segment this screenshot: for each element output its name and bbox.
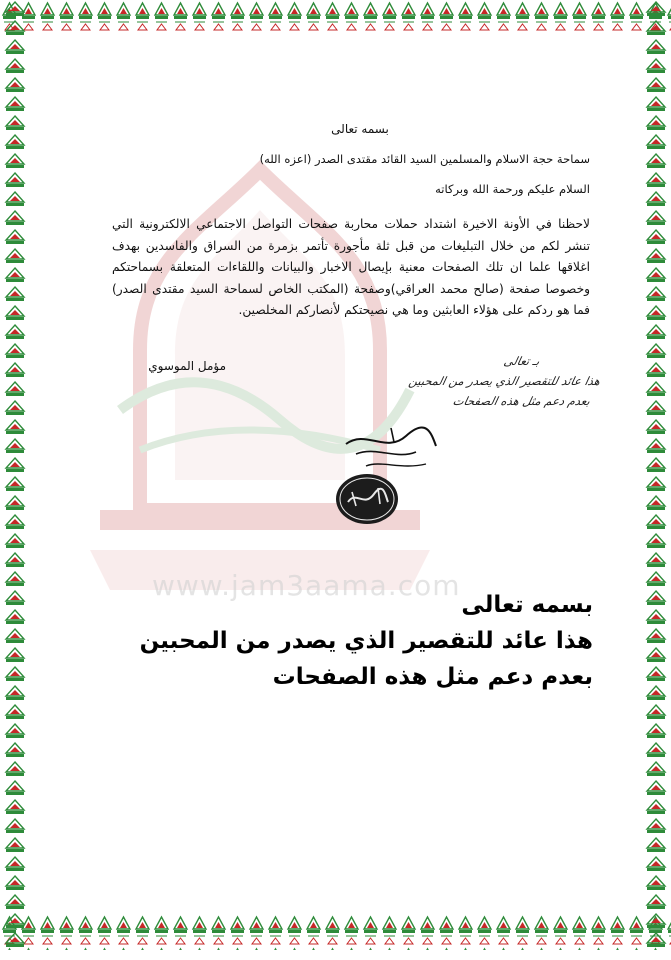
handwritten-reply [300,354,600,424]
letter-addressee: سماحة حجة الاسلام والمسلمين السيد القائد مقتدى الصدر (اعزه الله) [259,152,590,166]
typed-reply-line2: هذا عائد للتقصير الذي يصدر من المحبين [139,628,593,654]
decorative-border-bottom [0,914,671,950]
handwritten-reply-line3: بعدم دعم مثل هذه الصفحات [451,394,592,408]
letter-body: لاحظنا في الأونة الاخيرة اشتداد حملات محاربة صفحات التواصل الاجتماعي الالكترونية التي تنشر لكم من خلال التبليغات من قبل ثلة مأجورة تأتمر بزمرة من السراق والفاسدين بهدف اغلاقها علما ان تلك الصفحات معنية بإيصال الاخبار والبيانات واللقاءات المتعلقة بسماحتكم وخصوصا صفحة (صالح محمد العراقي)وصفحة (المكتب الخاص لسماحة السيد مقتدى الصدر) فما هو ردكم على هؤلاء العابثين وما هي نصيحتكم لأنصاركم المخلصين. [112,217,590,317]
watermark-website: www.jam3aama.com [152,569,461,602]
letter-sender: مؤمل الموسوي [148,359,226,373]
handwritten-reply-line1: بـ تعالى [502,354,542,368]
decorative-border-right [641,0,671,950]
official-seal [334,472,400,526]
typed-reply-line3: بعدم دعم مثل هذه الصفحات [272,664,593,690]
letter-greeting: السلام عليكم ورحمة الله وبركاته [435,182,590,196]
decorative-border-top [0,0,671,32]
handwritten-signature [336,424,446,476]
typed-reply-line1: بسمه تعالى [461,592,593,618]
decorative-border-left [0,0,30,950]
letter-basmala: بسمه تعالى [331,122,389,136]
handwritten-reply-line2: هذا عائد للتقصير الذي يصدر من المحبين [407,374,602,388]
